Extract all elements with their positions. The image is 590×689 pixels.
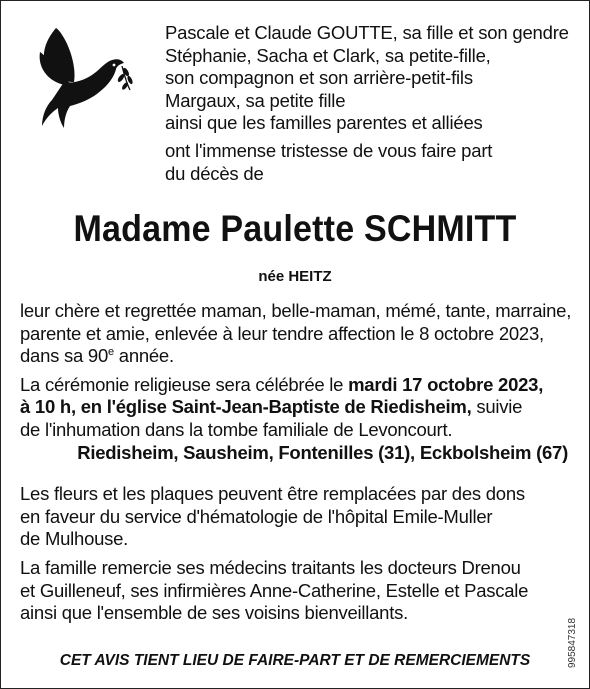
- intro-line: ainsi que les familles parentes et alliées: [165, 112, 483, 134]
- places-line: Riedisheim, Sausheim, Fontenilles (31), Eckbolsheim (67): [77, 441, 568, 463]
- intro-line: Margaux, sa petite fille: [165, 89, 346, 111]
- age-tail: année.: [113, 345, 174, 367]
- announce-line: du décès de: [165, 162, 264, 184]
- family-intro: [165, 22, 580, 185]
- maiden-name: née HEITZ: [258, 268, 332, 285]
- intro-line: Stéphanie, Sacha et Clark, sa petite-fille,: [165, 44, 491, 66]
- tribute-line: leur chère et regrettée maman, belle-maman, mémé, tante, marraine,: [20, 300, 572, 321]
- notice-body: [20, 300, 580, 625]
- announce-line: ont l'immense tristesse de vous faire part: [165, 139, 493, 161]
- intro-line: Pascale et Claude GOUTTE, sa fille et son gendre: [165, 22, 569, 43]
- deceased-name: Madame Paulette SCHMITT: [73, 208, 517, 249]
- intro-line: son compagnon et son arrière-petit-fils: [165, 67, 473, 89]
- ceremony-intro: La cérémonie religieuse sera célébrée le: [20, 373, 349, 395]
- spacer: [20, 464, 580, 483]
- footer-notice: CET AVIS TIENT LIEU DE FAIRE-PART ET DE REMERCIEMENTS: [59, 652, 531, 669]
- age-text: dans sa 90: [20, 345, 109, 367]
- dove-icon: [34, 22, 134, 132]
- ceremony-place: à 10 h, en l'église Saint-Jean-Baptiste de Riedisheim,: [20, 396, 472, 418]
- ceremony-date: mardi 17 octobre 2023,: [348, 373, 544, 395]
- ceremony-followup: suivie: [471, 396, 523, 418]
- burial-line: de l'inhumation dans la tombe familiale de Levoncourt.: [20, 418, 453, 440]
- reference-number: 995847318: [567, 617, 578, 668]
- flowers-line: de Mulhouse.: [20, 528, 129, 550]
- thanks-line: ainsi que l'ensemble de ses voisins bienveillants.: [20, 602, 408, 624]
- tribute-line: parente et amie, enlevée à leur tendre affection le 8 octobre 2023,: [20, 322, 544, 344]
- ceremony-line: [20, 374, 580, 397]
- ordinal-suffix: e: [108, 346, 114, 359]
- thanks-line: et Guilleneuf, ses infirmières Anne-Catherine, Estelle et Pascale: [20, 579, 529, 601]
- flowers-line: Les fleurs et les plaques peuvent être remplacées par des dons: [20, 483, 525, 505]
- tribute-line: [20, 345, 580, 368]
- flowers-line: en faveur du service d'hématologie de l'hôpital Emile-Muller: [20, 505, 493, 527]
- thanks-line: La famille remercie ses médecins traitants les docteurs Drenou: [20, 556, 521, 578]
- ceremony-line: [20, 396, 580, 419]
